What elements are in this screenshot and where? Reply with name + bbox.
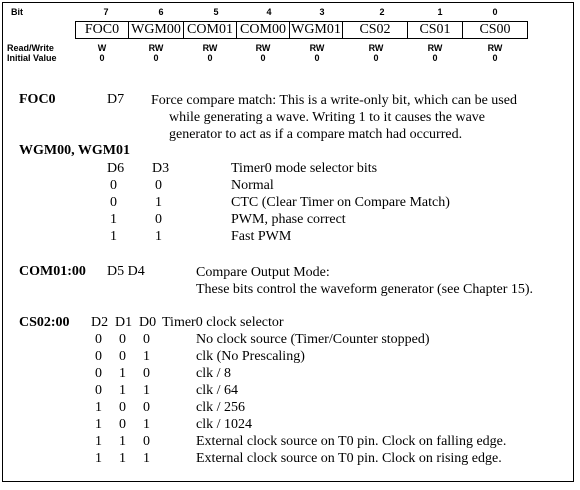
foc0-desc-line: Force compare match: This is a write-only bit, which can be used xyxy=(151,93,517,108)
wgm-mode-desc: CTC (Clear Timer on Compare Match) xyxy=(231,195,450,210)
cs-value: 0 xyxy=(143,366,150,381)
bit-name-cell: COM01 xyxy=(183,21,237,39)
foc0-desc-line: generator to act as if a compare match had occurred. xyxy=(169,127,463,142)
cs-clock-desc: External clock source on T0 pin. Clock on falling edge. xyxy=(196,434,507,449)
cs-clock-desc: clk (No Prescaling) xyxy=(196,349,305,364)
cs-clock-desc: clk / 1024 xyxy=(196,417,252,432)
bit-number: 5 xyxy=(213,7,219,17)
bit-number: 6 xyxy=(158,7,164,17)
cs-value: 0 xyxy=(119,400,126,415)
com-bits: D5 D4 xyxy=(107,264,145,279)
wgm-mode-desc: Normal xyxy=(231,178,274,193)
bit-number: 3 xyxy=(319,7,325,17)
bit-name-cell: WGM01 xyxy=(289,21,343,39)
cs-col-header: D1 xyxy=(115,315,133,330)
com-desc-line: Compare Output Mode: xyxy=(196,265,330,280)
cs-value: 1 xyxy=(143,349,150,364)
cs-value: 0 xyxy=(143,434,150,449)
cs-header-desc: Timer0 clock selector xyxy=(162,315,284,330)
rw-value: RW xyxy=(202,43,218,53)
wgm-name: WGM00, WGM01 xyxy=(19,143,130,158)
initial-value: 0 xyxy=(207,53,213,63)
cs-value: 1 xyxy=(143,383,150,398)
wgm-mode-desc: PWM, phase correct xyxy=(231,212,346,227)
rw-value: RW xyxy=(309,43,325,53)
cs-value: 1 xyxy=(143,451,150,466)
cs-value: 1 xyxy=(119,434,126,449)
rw-value: RW xyxy=(427,43,443,53)
cs-value: 1 xyxy=(95,417,102,432)
cs-clock-desc: clk / 64 xyxy=(196,383,238,398)
cs-clock-desc: External clock source on T0 pin. Clock on rising edge. xyxy=(196,451,502,466)
cs-value: 1 xyxy=(95,400,102,415)
wgm-value: 0 xyxy=(110,178,117,193)
wgm-value: 0 xyxy=(155,212,162,227)
cs-value: 0 xyxy=(95,366,102,381)
cs-value: 1 xyxy=(95,434,102,449)
cs-value: 0 xyxy=(95,332,102,347)
foc0-name: FOC0 xyxy=(19,92,56,107)
cs-value: 0 xyxy=(119,417,126,432)
foc0-desc-line: while generating a wave. Writing 1 to it causes the wave xyxy=(169,110,486,125)
initial-value-label: Initial Value xyxy=(7,53,57,63)
bit-number: 0 xyxy=(492,7,498,17)
cs-value: 1 xyxy=(143,417,150,432)
wgm-value: 1 xyxy=(110,229,117,244)
tccr0-register-document xyxy=(2,2,574,482)
com-name: COM01:00 xyxy=(19,264,86,279)
cs-clock-desc: No clock source (Timer/Counter stopped) xyxy=(196,332,430,347)
bit-number: 7 xyxy=(103,7,109,17)
bit-number: 4 xyxy=(266,7,272,17)
cs-value: 0 xyxy=(143,400,150,415)
cs-clock-desc: clk / 8 xyxy=(196,366,231,381)
bit-name-cell: CS00 xyxy=(462,21,528,39)
wgm-value: 1 xyxy=(155,195,162,210)
bit-name-cell: WGM00 xyxy=(128,21,184,39)
initial-value: 0 xyxy=(260,53,266,63)
cs-value: 1 xyxy=(119,366,126,381)
cs-value: 1 xyxy=(119,451,126,466)
bit-label: Bit xyxy=(11,7,23,17)
rw-value: RW xyxy=(368,43,384,53)
com-desc-line: These bits control the waveform generator (see Chapter 15). xyxy=(196,282,534,297)
cs-name: CS02:00 xyxy=(19,315,70,330)
initial-value: 0 xyxy=(432,53,438,63)
initial-value: 0 xyxy=(373,53,379,63)
bit-number: 2 xyxy=(379,7,385,17)
cs-value: 1 xyxy=(95,451,102,466)
rw-value: W xyxy=(97,43,107,53)
cs-col-header: D0 xyxy=(139,315,157,330)
initial-value: 0 xyxy=(492,53,498,63)
wgm-header-desc: Timer0 mode selector bits xyxy=(231,161,378,176)
cs-value: 0 xyxy=(95,349,102,364)
wgm-value: 0 xyxy=(110,195,117,210)
cs-value: 1 xyxy=(119,383,126,398)
bit-name-cell: CS02 xyxy=(342,21,408,39)
rw-value: RW xyxy=(487,43,503,53)
initial-value: 0 xyxy=(99,53,105,63)
bit-name-cell: COM00 xyxy=(236,21,290,39)
cs-value: 0 xyxy=(119,332,126,347)
cs-col-header: D2 xyxy=(91,315,109,330)
wgm-col2-header: D3 xyxy=(152,161,170,176)
initial-value: 0 xyxy=(314,53,320,63)
foc0-bit: D7 xyxy=(107,92,125,107)
cs-clock-desc: clk / 256 xyxy=(196,400,245,415)
rw-value: RW xyxy=(255,43,271,53)
read-write-label: Read/Write xyxy=(7,43,54,53)
wgm-value: 1 xyxy=(110,212,117,227)
cs-value: 0 xyxy=(119,349,126,364)
initial-value: 0 xyxy=(153,53,159,63)
wgm-mode-desc: Fast PWM xyxy=(231,229,292,244)
bit-name-cell: CS01 xyxy=(407,21,463,39)
rw-value: RW xyxy=(148,43,164,53)
bit-number: 1 xyxy=(437,7,443,17)
cs-value: 0 xyxy=(95,383,102,398)
wgm-value: 0 xyxy=(155,178,162,193)
cs-value: 0 xyxy=(143,332,150,347)
bit-name-cell: FOC0 xyxy=(75,21,129,39)
wgm-value: 1 xyxy=(155,229,162,244)
wgm-col1-header: D6 xyxy=(107,161,125,176)
